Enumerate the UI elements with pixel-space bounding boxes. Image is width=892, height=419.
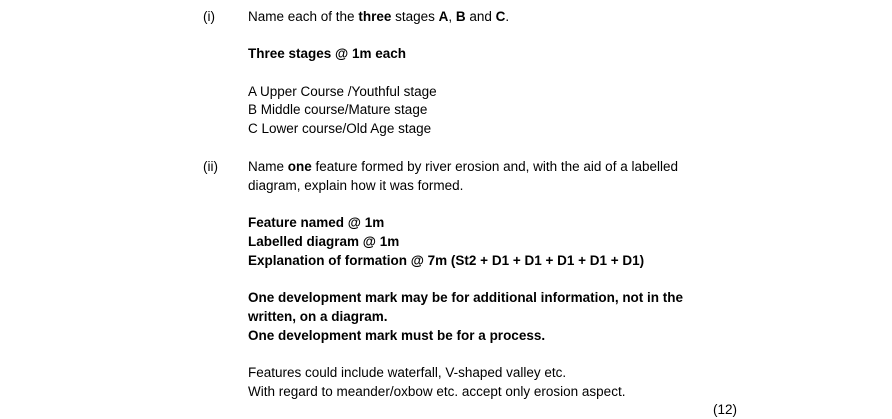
development-note-3: One development mark must be for a process. xyxy=(248,328,546,343)
question-ii-line2: diagram, explain how it was formed. xyxy=(248,178,464,193)
question-i-text xyxy=(248,8,509,26)
question-i-text-2: stages xyxy=(391,9,439,24)
question-ii-text-2: feature formed by river erosion and, with the aid of a labelled xyxy=(311,159,678,174)
development-note-1: One development mark may be for additional information, not in the xyxy=(248,290,684,305)
answer-a: A Upper Course /Youthful stage xyxy=(248,84,437,99)
marks-breakdown-feature: Feature named @ 1m xyxy=(248,215,385,230)
question-i-text-3: , xyxy=(448,9,456,24)
question-number-i: (i) xyxy=(203,9,215,24)
question-i-text-4: and xyxy=(465,9,496,24)
marks-breakdown-explanation: Explanation of formation @ 7m (St2 + D1 + D1 + D1 + D1 + D1) xyxy=(248,253,645,268)
note-features: Features could include waterfall, V-shaped valley etc. xyxy=(248,365,567,380)
marks-breakdown-diagram: Labelled diagram @ 1m xyxy=(248,234,400,249)
mark-scheme-i: Three stages @ 1m each xyxy=(248,46,406,61)
note-meander: With regard to meander/oxbow etc. accept only erosion aspect. xyxy=(248,384,626,399)
question-i-bold-b: B xyxy=(455,9,466,24)
development-note-2: written, on a diagram. xyxy=(248,309,388,324)
question-ii-bold-one: one xyxy=(287,159,312,174)
question-ii-line1 xyxy=(248,158,678,176)
question-i-bold-a: A xyxy=(438,9,449,24)
question-i-bold-c: C xyxy=(495,9,506,24)
question-i-bold-three: three xyxy=(358,9,392,24)
answer-b: B Middle course/Mature stage xyxy=(248,102,428,117)
question-i-text-5: . xyxy=(505,9,510,24)
question-i-text-1: Name each of the xyxy=(248,9,359,24)
total-marks: (12) xyxy=(712,402,737,417)
question-number-ii: (ii) xyxy=(203,159,218,174)
question-ii-text-1: Name xyxy=(248,159,288,174)
answer-c: C Lower course/Old Age stage xyxy=(248,121,432,136)
